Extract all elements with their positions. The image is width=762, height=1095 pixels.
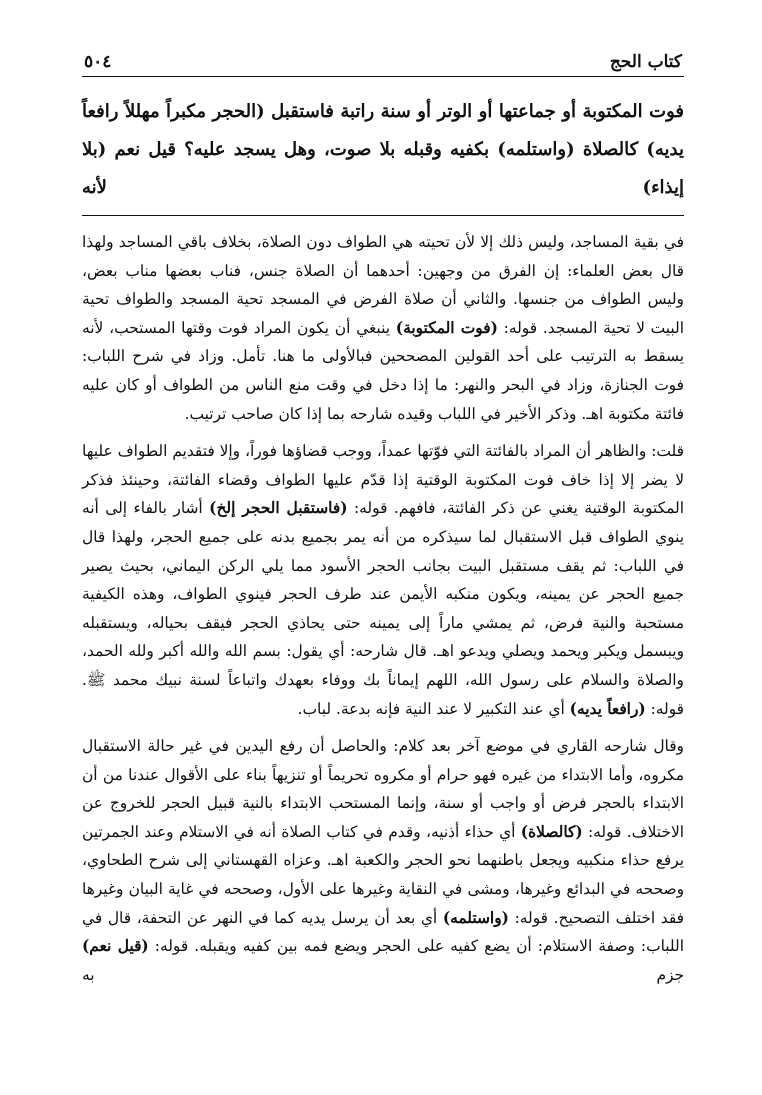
commentary-segment: جزم به (82, 965, 684, 984)
matn-segment: لأنه (82, 177, 643, 198)
quoted-lemma: (فاستقبل الحجر إلخ) (209, 499, 348, 518)
quoted-lemma: (واستلمه) (442, 908, 509, 927)
quoted-lemma: (قيل نعم) (82, 937, 149, 956)
commentary-segment: أي عند التكبير لا عند النية فإنه بدعة. لباب. (297, 699, 570, 718)
matn-segment: بكفيه وقبله بلا صوت، وهل يسجد عليه؟ قيل نعم (106, 139, 498, 160)
quoted-lemma: (رافعاً يديه) (569, 699, 646, 718)
commentary-paragraph (82, 437, 684, 723)
commentary-segment: وقال شارحه القاري في موضع آخر بعد كلام: والحاصل أن رفع اليدين في غير حالة الاستقبال مكروه، وأما الابتداء من غيره فهو حرام أو مكروه تحريماً أو تنزيهاً بناء على الأقوال عندنا من أن الابتداء بالحجر فرض أو واجب أو سنة، وإنما المستحب الابتداء بالنية قبيل الحجر للخروج عن الاختلاف. قوله: (82, 737, 684, 841)
quoted-lemma: (كالصلاة) (520, 822, 583, 841)
matn-segment: فوت المكتوبة أو جماعتها أو الوتر أو سنة راتبة فاستقبل (264, 101, 684, 122)
commentary-segment: أي بعد أن يرسل يديه كما في النهر عن التحفة، قال في اللباب: وصفة الاستلام: أن يضع كفيه على الحجر ويضع فمه بين كفيه ويقبله. قوله: (82, 908, 684, 956)
running-title: كتاب الحج (609, 52, 682, 72)
commentary-segment: ينبغي أن يكون المراد فوت وقتها المستحب، لأنه يسقط به الترتيب على أحد القولين المصححين فبالأولى ما هنا. تأمل. وزاد في شرح اللباب: فوت الجنازة، وزاد في البحر والنهر: ما إذا دخل في وقت منع الناس من الطواف أو كان عليه فائتة مكتوبة اهـ. وذكر الأخير في اللباب وقيده شارحه بما إذا كان صاحب ترتيب. (82, 318, 684, 423)
commentary-segment: في بقية المساجد، وليس ذلك إلا لأن تحيته هي الطواف دون الصلاة، بخلاف باقي المساجد ولهذا قال بعض العلماء: إن الفرق من وجهين: أحدهما أن الصلاة جنس، فناب بعضها مناب بعض، وليس الطواف من جنسها. والثاني أن صلاة الفرض في المسجد تحية المسجد والطواف تحية البيت لا تحية المسجد. قوله: (82, 233, 685, 337)
matn-quote: (بلا إيذاء) (82, 139, 684, 198)
commentary-segment: أي حذاء أذنيه، وقدم في كتاب الصلاة أنه في الاستلام وعند الجمرتين يرفع حذاء منكبيه ويجعل باطنهما نحو الحجر والكعبة اهـ. وعزاه القهستاني إلى شرح الطحاوي، وصححه في البدائع وغيرها، ومشى في النقاية وغيرها على الأول، وصححه في غاية البيان وغيرها فقد اختلف التصحيح. قوله: (82, 822, 684, 927)
matn-quote: (الحجر مكبراً مهللاً رافعاً يديه) (82, 101, 684, 160)
matn-quote: (واستلمه) (497, 139, 575, 160)
matn-quote: كالصلاة (582, 139, 639, 160)
commentary-paragraph (82, 732, 684, 989)
quoted-lemma: (فوت المكتوبة) (395, 318, 498, 337)
page-number: ٥٠٤ (84, 52, 112, 72)
matn-segment (575, 139, 583, 160)
commentary-paragraph (82, 228, 684, 428)
commentary-segment: أشار بالفاء إلى أنه ينوي الطواف قبل الاستقبال لما سيذكره من أنه يمر بجميع بدنه على جميع الحجر، ولهذا قال في اللباب: ثم يقف مستقبل البيت بجانب الحجر الأسود مما يلي الركن اليماني، بحيث يصير جميع الحجر عن يمينه، ويكون منكبه الأيمن عند طرف الحجر فينوي الطواف، وهذه الكيفية مستحبة والنية فرض، ثم يمشي ماراً إلى يمينه حتى يحاذي الحجر فيقف بحياله، ويستقبله ويبسمل ويكبر ويحمد ويصلي ويدعو اهـ. قال شارحه: أي يقول: بسم الله والله أكبر ولله الحمد، والصلاة والسلام على رسول الله، اللهم إيماناً بك ووفاء بعهدك واتباعاً لسنة نبيك محمد ﷺ. قوله: (82, 499, 684, 718)
commentary-segment: قلت: والظاهر أن المراد بالفائتة التي فوّتها عمداً، ووجب قضاؤها فوراً، وإلا فتقديم الطواف عليها لا يضر إلا إذا خاف فوت المكتوبة الوقتية إذا قدّم عليها الطواف وقضاء الفائتة، وحينئذ فذكر المكتوبة الوقتية يغني عن ذكر الفائتة، فافهم. قوله: (82, 442, 684, 518)
commentary (82, 228, 684, 989)
page-header (82, 52, 684, 77)
matn-separator (82, 215, 684, 216)
matn-text (82, 93, 684, 207)
